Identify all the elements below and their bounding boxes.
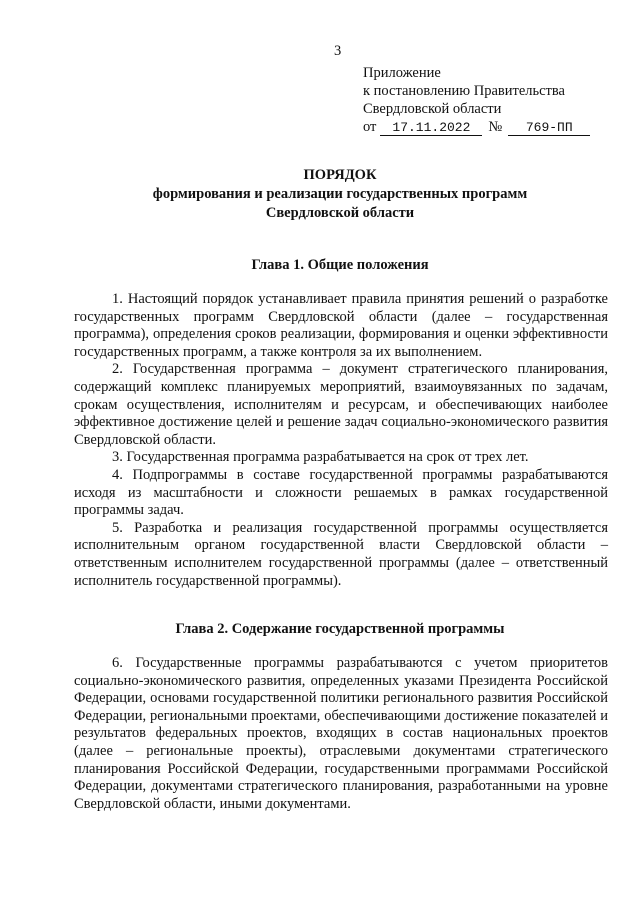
page-number: 3 <box>334 43 342 59</box>
paragraph-2: 2. Государственная программа – документ стратегического планирования, содержащий комплекс планируемых мероприятий, взаимоувязанных по задачам, срокам осуществления, исполнителям и ресурсам, и обеспечивающих наиболее эффективное достижение целей и решение задач социально-экономического развития Свердловской области. <box>74 361 608 448</box>
paragraph-6: 6. Государственные программы разрабатываются с учетом приоритетов социально-экономического развития, определенных указами Президента Российской Федерации, основами государственной политики регионального развития Российской Федерации, региональными проектами, обеспечивающими достижение показателей и результатов федеральных проектов, входящих в состав национальных проектов (далее – региональные проекты), отраслевыми документами стратегического планирования Российской Федерации, государственными программами Российской Федерации, документами стратегического планирования, разработанными на уровне Свердловской области, иными документами. <box>74 655 608 812</box>
document-title <box>75 166 605 223</box>
chapter-2-title: Глава 2. Содержание государственной программы <box>175 621 505 637</box>
number-sign: № <box>488 119 503 135</box>
decree-date: 17.11.2022 <box>380 121 482 136</box>
title-region: Свердловской области <box>265 205 415 221</box>
appendix-label: Приложение <box>363 65 441 81</box>
appendix-date-number-line <box>363 118 623 136</box>
paragraph-5: 5. Разработка и реализация государственной программы осуществляется исполнительным органом государственной власти Свердловской области – ответственным исполнителем государственной программы (далее – ответственный исполнитель государственной программы). <box>74 519 608 589</box>
paragraph-1: 1. Настоящий порядок устанавливает правила принятия решений о разработке государственных программ Свердловской области (далее – государственная программа), определения сроков реализации, формирования и оценки эффективности государственных программ, а также контроля за их выполнением. <box>74 291 608 360</box>
title-subtitle: формирования и реализации государственных программ <box>152 186 528 202</box>
date-prefix: от <box>363 119 377 135</box>
appendix-block <box>363 64 623 136</box>
appendix-decree-ref: к постановлению Правительства <box>363 83 565 99</box>
paragraph-3: 3. Государственная программа разрабатывается на срок от трех лет. <box>112 449 529 466</box>
paragraph-4: 4. Подпрограммы в составе государственной программы разрабатываются исходя из масштабности и сложности решаемых в рамках государственной программы задач. <box>74 466 608 519</box>
decree-number: 769-ПП <box>508 121 590 136</box>
chapter-2-body <box>74 655 608 813</box>
title-heading: ПОРЯДОК <box>303 167 377 183</box>
chapter-1-title: Глава 1. Общие положения <box>251 257 429 273</box>
chapter-1-body <box>74 291 608 590</box>
appendix-region: Свердловской области <box>363 101 502 117</box>
